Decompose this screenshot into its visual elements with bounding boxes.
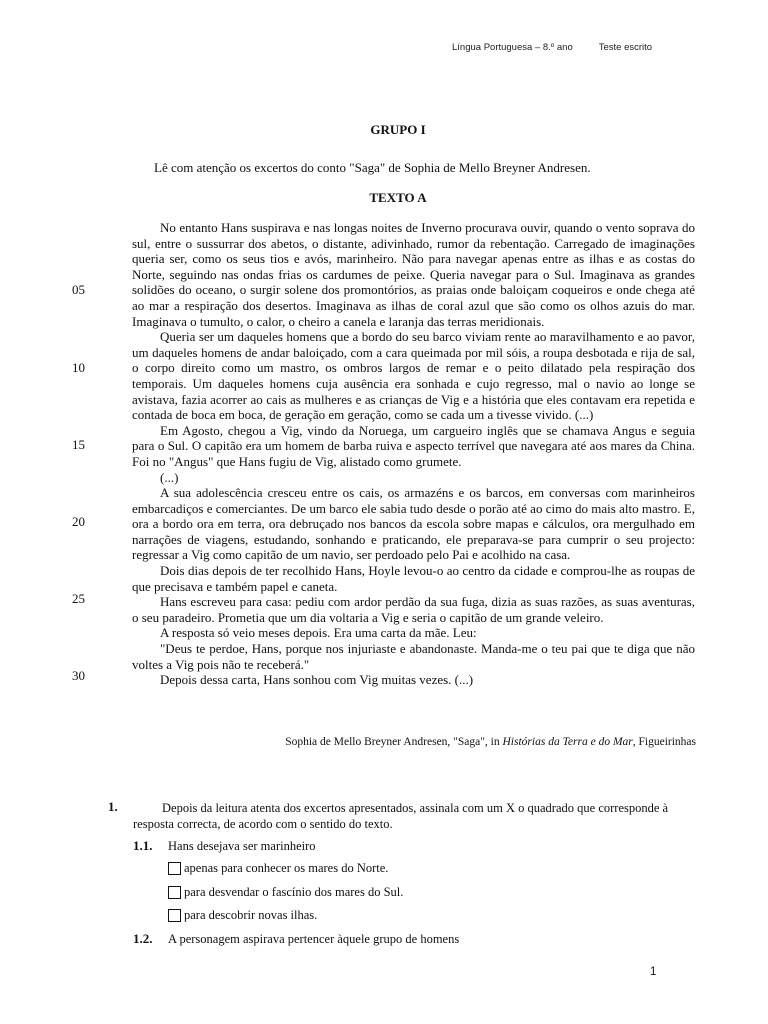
paragraph — [132, 672, 695, 688]
text-title: TEXTO A — [369, 190, 427, 205]
group-title: GRUPO I — [370, 122, 426, 137]
checkbox[interactable] — [168, 886, 181, 899]
paragraph-text: Hans escreveu para casa: pediu com ardor perdão da sua fuga, dizia as suas razões, as suas aventuras, o seu paradeiro. Prometia que um dia voltaria a Vig e seria o capitão de um grande veleiro. — [132, 594, 695, 625]
paragraph — [132, 485, 695, 563]
intro-instruction: Lê com atenção os excertos do conto "Saga" de Sophia de Mello Breyner Andresen. — [154, 160, 591, 175]
citation-book-title: Histórias da Terra e do Mar — [502, 736, 633, 748]
paragraph-text: A sua adolescência cresceu entre os cais, os armazéns e os barcos, em conversas com marinheiros embarcadiços e comerciantes. De um barco ele sabia tudo desde o porão até ao cimo do mais alto mastro. E, ora a bordo ora em terra, ora debruçado nos bancos da escola sobre mapas e cálculos, ora mergulhado em narrações de viagens, estudando, sonhando e praticando, ele preparava-se para cumprir o seu projecto: regressar a Vig como capitão de um navio, ser perdoado pelo Pai e acolhido na casa. — [132, 485, 695, 563]
paragraph-text: Queria ser um daqueles homens que a bordo do seu barco viviam rente ao maravilhamento e ao pavor, um daqueles homens de andar baloiçado, com a cara queimada por mil sóis, a roupa desbotada e rija de sal, o corpo direito como um mastro, os ombros largos de remar e o peito dilatado pela respiração dos temporais. Um daqueles homens cuja ausência era sonhada e cujo regresso, mal o navio ao longe se avistava, fazia acorrer ao cais as mulheres e as crianças de Vig e a história que eles contavam era repetida e contada de boca em boca, de geração em geração, como se cada um a tivesse vivido. (...) — [132, 329, 695, 423]
paragraph-text: Depois dessa carta, Hans sonhou com Vig muitas vezes. (...) — [160, 672, 474, 688]
paragraph — [132, 470, 695, 486]
question-1-statement: Depois da leitura atenta dos excertos apresentados, assinala com um X o quadrado que corresponde à resposta correcta, de acordo com o sentido do texto. — [133, 801, 669, 831]
paragraph — [132, 594, 695, 625]
line-number: 30 — [72, 668, 85, 683]
citation-publisher: , Figueirinhas — [632, 736, 696, 748]
citation-author: Sophia de Mello Breyner Andresen, "Saga", in — [285, 736, 503, 748]
answer-option[interactable] — [168, 908, 317, 923]
paragraph — [132, 329, 695, 423]
paragraph-text: No entanto Hans suspirava e nas longas noites de Inverno procurava ouvir, quando o vento soprava do sul, entre o sussurrar dos abetos, o distante, adivinhado, rumor da rebentação. Carregado de imaginações queria ser, como os seus tios e avós, marinheiro. Não para navegar apenas entre as ilhas e as costas do Norte, seguindo nas ondas frias os cardumes de peixe. Queria navegar para o Sul. Imaginava as grandes solidões do oceano, o surgir solene dos promontórios, as praias onde baloiçam coqueiros e onde chega até ao mar a respiração dos desertos. Imaginava as ilhas de coral azul que são como os olhos azuis do mar. Imaginava o tumulto, o calor, o cheiro a canela e laranja das terras meridionais. — [132, 220, 695, 329]
line-number: 20 — [72, 514, 85, 529]
excerpt-text — [132, 220, 695, 688]
question-1-number: 1. — [108, 799, 118, 814]
question-1-text — [133, 800, 698, 832]
paragraph-text: (...) — [160, 469, 179, 485]
answer-option-label: para descobrir novas ilhas. — [184, 908, 318, 922]
checkbox[interactable] — [168, 909, 181, 922]
line-number: 05 — [72, 282, 85, 297]
paragraph — [132, 641, 695, 672]
paragraph-text: "Deus te perdoe, Hans, porque nos injuriaste e abandonaste. Manda-me o teu pai que te diga que não voltes a Vig pois não te receberá." — [132, 641, 695, 672]
question-1-1-text: Hans desejava ser marinheiro — [168, 839, 316, 853]
answer-option[interactable] — [168, 861, 388, 876]
paragraph-text: A resposta só veio meses depois. Era uma carta da mãe. Leu: — [160, 625, 477, 641]
header-test-type: Teste escrito — [598, 42, 653, 53]
checkbox[interactable] — [168, 862, 181, 875]
question-1-2-text: A personagem aspirava pertencer àquele grupo de homens — [168, 932, 460, 946]
question-1-1-number: 1.1. — [133, 838, 153, 853]
line-number: 25 — [72, 591, 85, 606]
question-1-2-number: 1.2. — [133, 931, 153, 946]
paragraph — [132, 423, 695, 470]
line-number: 15 — [72, 437, 85, 452]
answer-option-label: apenas para conhecer os mares do Norte. — [184, 861, 389, 875]
answer-option-label: para desvendar o fascínio dos mares do Sul. — [184, 885, 404, 899]
page-header — [452, 42, 652, 53]
paragraph — [132, 563, 695, 594]
paragraph — [132, 625, 695, 641]
paragraph — [132, 220, 695, 329]
paragraph-text: Em Agosto, chegou a Vig, vindo da Noruega, um cargueiro inglês que se chamava Angus e seguia para o Sul. O capitão era um homem de barba ruiva e aspecto terrível que navegara até aos mares da China. Foi no "Angus" que Hans fugiu de Vig, alistado como grumete. — [132, 422, 695, 469]
source-citation — [232, 736, 696, 748]
page-number: 1 — [650, 966, 657, 978]
header-subject: Língua Portuguesa – 8.º ano — [452, 42, 573, 53]
line-number: 10 — [72, 360, 85, 375]
paragraph-text: Dois dias depois de ter recolhido Hans, Hoyle levou-o ao centro da cidade e comprou-lhe as roupas de que precisava e também papel e caneta. — [132, 563, 695, 594]
answer-option[interactable] — [168, 885, 403, 900]
